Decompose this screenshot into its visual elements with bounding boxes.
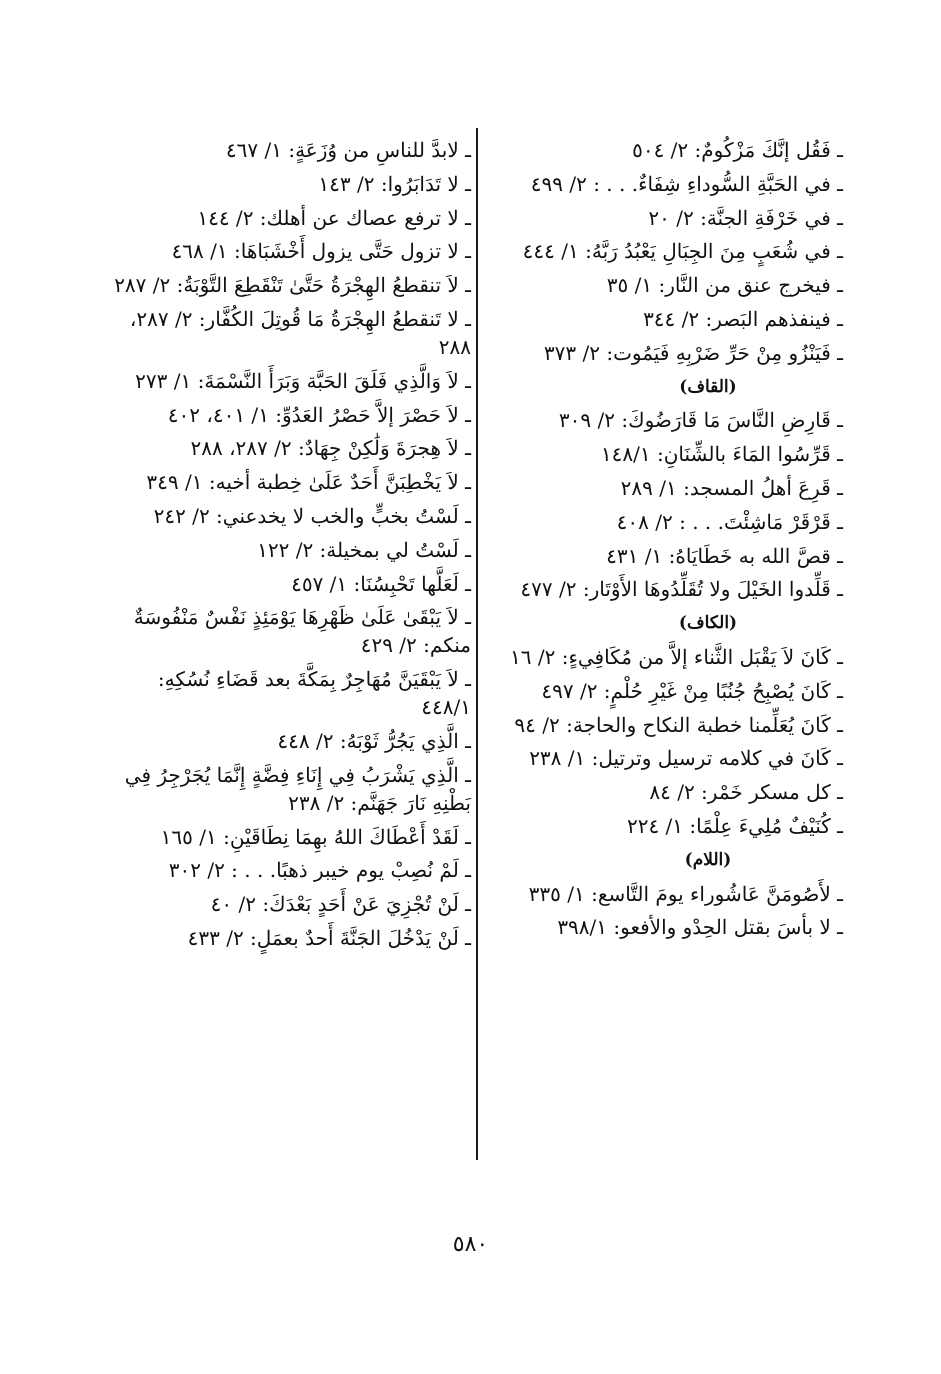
index-entry: ـ لابدَّ للناسِ من وُزَعَةٍ: ١/ ٤٦٧ [225,138,471,162]
index-entry: ـ لَمْ نُصِبْ يوم خيبر ذهبًا. . . : ٢/ ٣٠٢ [168,858,471,883]
index-entry: ـ لا بأسَ بقتل الحِدْو والأفعو: ٣٩٨/١ [557,915,843,940]
letter-heading: (القاف) [679,376,737,397]
index-entry: ـ لاَ وَالَّذِي فَلَقَ الحَبَّة وَبَرَأَ النَّسْمَةَ: ١/ ٢٧٣ [135,368,471,393]
index-entry: ـ الَّذِي يَشْرَبُ فِي إِنَاءِ فِضَّةٍ إِنَّمَا يُجَرْجِرُ فِي بَطْنِهِ نَارَ جَهَنَّم: ٢/ ٢٣٨ [124,762,471,815]
right-column [493,136,843,947]
index-entry: ـ لَنْ تُجْزِيَ عَنْ أَحَدٍ بَعْدَكَ: ٢/ ٤٠ [210,892,471,917]
index-entry: ـ في شُعَبٍ مِنَ الجِبَالِ يَعْبُدُ رَبَّهُ: ١/ ٤٤٤ [522,239,843,264]
index-entry: ـ كَانَ يُصْبِحُ جُنُبًا مِنْ غَيْرِ حُلْمٍ: ٢/ ٤٩٧ [541,678,843,703]
index-entry: ـ لَسْتُ بخبٍّ والخب لا يخدعني: ٢/ ٢٤٢ [153,503,471,528]
page-number: ٥٨٠ [452,1232,489,1257]
index-entry: ـ لَعَلَّها تَحْبِسُنَا: ١/ ٤٥٧ [291,571,471,596]
index-entry: ـ قَرْقَرْ مَاشِئْتَ. . . : ٢/ ٤٠٨ [616,509,843,534]
index-entry: ـ الَّذِي يَجُرُّ ثَوْبَهُ: ٢/ ٤٤٨ [277,728,471,753]
column-divider [476,128,478,1160]
index-entry: ـ لا تَنقطعُ الهِجْرَةُ مَا قُوتِلَ الكُفَّار: ٢/ ٢٨٧، ٢٨٨ [129,306,471,359]
index-entry: ـ في خَرْفَةِ الجنَّة: ٢/ ٢٠ [648,205,843,230]
index-entry: ـ لا تزول حَتَّى يزول أَخْشَبَاهَا: ١/ ٤٦٨ [171,239,471,264]
index-entry: ـ كُنَيْفٌ مُلِيءَ عِلْمًا: ١/ ٢٢٤ [626,813,843,838]
index-entry: ـ فيخرج عنق من النَّار: ١/ ٣٥ [606,273,843,298]
index-entry: ـ كَانَ يُعَلِّمنا خطبة النكاح والحاجة: ٢/ ٩٤ [514,712,843,737]
index-entry: ـ لاَ يَخْطِبَنَّ أَحَدٌ عَلَىٰ خِطبة أخيه: ١/ ٣٤٩ [146,470,471,495]
index-entry: ـ لاَ تنقطعُ الهِجْرَةُ حَتَّىٰ تَنْقَطِعَ التَّوْبَةُ: ٢/ ٢٨٧ [114,273,471,298]
index-entry: ـ فينفذهم البَصر: ٢/ ٣٤٤ [643,306,843,331]
index-entry: ـ لَسْتُ لي بمخيلة: ٢/ ١٢٢ [257,537,471,562]
index-entry: ـ لا ترفع عصاك عن أهلك: ٢/ ١٤٤ [197,205,471,230]
letter-heading: (اللام) [684,849,732,870]
index-entry: ـ لاَ حَصْرَ إلاَّ حَصْرُ العَدُوِّ: ١/ ٤٠١، ٤٠٢ [167,402,471,427]
index-entry: ـ قَرِعَ أهلُ المسجد: ١/ ٢٨٩ [620,475,843,500]
index-entry: ـ قَارِضِ النَّاسَ مَا قَارَضُوكَ: ٢/ ٣٠٩ [558,408,843,433]
index-entry: ـ لاَ يَبْقَىٰ عَلَىٰ ظَهْرِهَا يَوْمَئِذٍ نَفْسٌ مَنْفُوسَةٌ منكم: ٢/ ٤٢٩ [133,605,471,658]
index-entry: ـ قَلِّدوا الخَيْلَ ولا تُقَلِّدُوهَا الأَوْتَار: ٢/ ٤٧٧ [520,577,843,602]
index-entry: ـ لاَ يَبْقَيَنَّ مُهَاجِرٌ بِمَكَّةَ بعد قَضَاءِ نُسُكِهِ: ٤٤٨/١ [157,667,471,720]
index-entry: ـ لاَ هِجرَةَ وَلَٰكِنْ جِهَادٌ: ٢/ ٢٨٧، ٢٨٨ [190,436,471,461]
index-entry: ـ في الحَبَّةِ السُّوداءِ شِفَاءٌ. . . : ٢/ ٤٩٩ [530,171,843,196]
index-entry: ـ قصَّ الله به خَطَايَاهُ: ١/ ٤٣١ [606,543,843,568]
index-entry: ـ لَنْ يَدْخُلَ الجَنَّةَ أَحدٌ بعمَلٍ: ٢/ ٤٣٣ [187,925,471,950]
index-entry: ـ فَقُل إنَّكَ مَزْكُومٌ: ٢/ ٥٠٤ [632,138,843,162]
index-entry: ـ لَقَدْ أَعْطَاكَ اللهُ بهِمَا نِطَاقَيْنِ: ١/ ١٦٥ [160,824,471,849]
index-entry: ـ كَانَ في كلامه ترسيل وترتيل: ١/ ٢٣٨ [529,746,843,771]
left-column [111,136,471,958]
index-entry: ـ لا تَدَابَرُوا: ٢/ ١٤٣ [318,171,471,196]
index-entry: ـ كل مسكر خَمْر: ٢/ ٨٤ [649,780,843,805]
letter-heading: (الكاف) [678,613,738,634]
index-entry: ـ قَرِّسُوا المَاءَ بالشِّنَانِ: ١٤٨/١ [600,442,843,467]
index-entry: ـ فَيَنْزُو مِنْ حَرِّ ضَرْبِهِ فَيَمُوت: ٢/ ٣٧٣ [543,340,843,365]
index-entry: ـ لأَصُومَنَّ عَاشُوراء يومَ التَّاسع: ١/ ٣٣٥ [528,881,843,906]
index-entry: ـ كَانَ لاَ يَقْبَل الثَّناء إلاَّ من مُكَافِيءٍ: ٢/ ١٦ [510,644,843,669]
